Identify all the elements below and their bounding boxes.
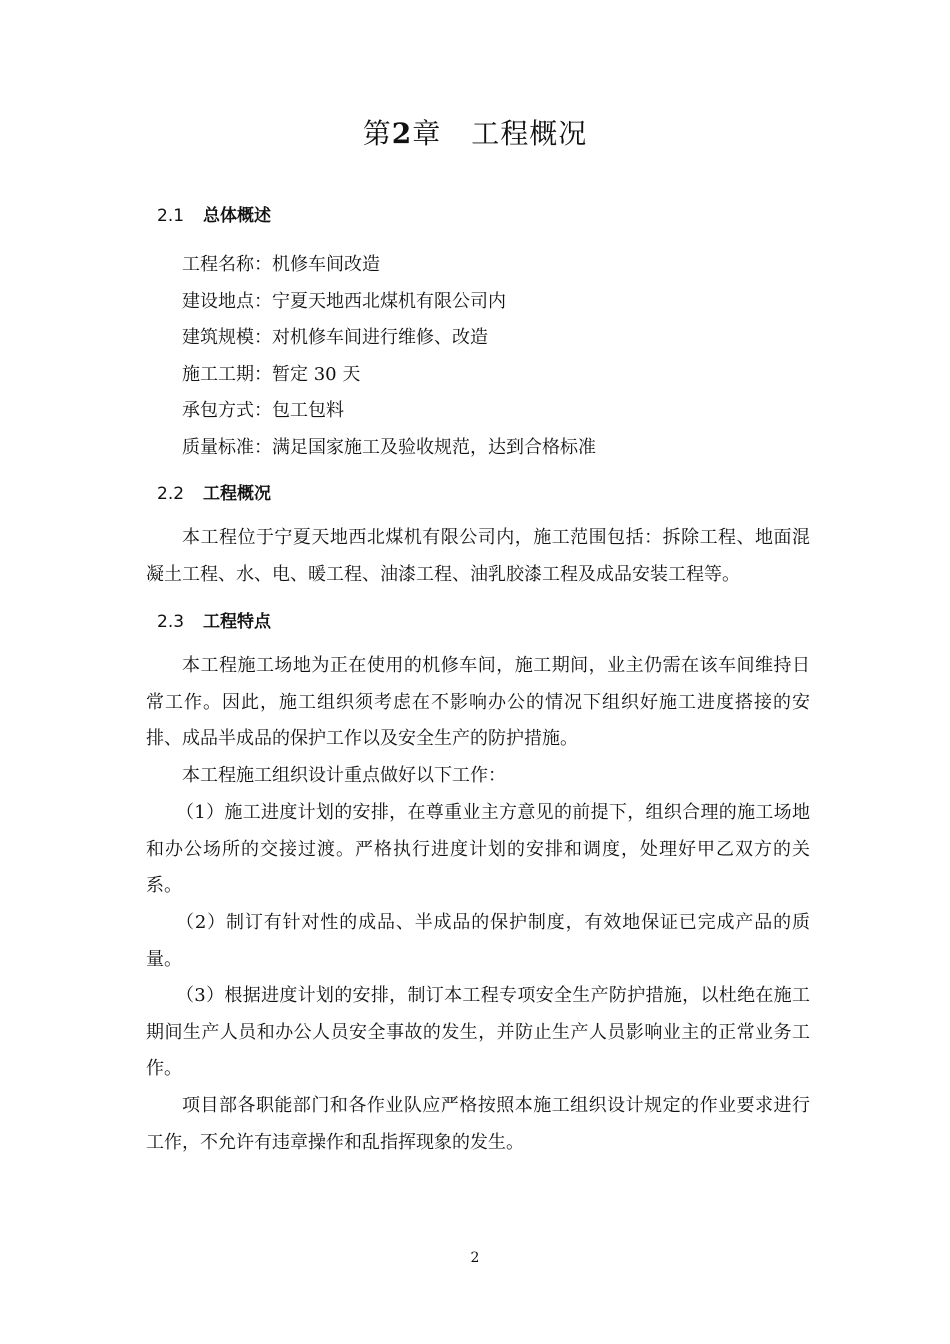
chapter-prefix: 第 xyxy=(362,117,392,150)
section-heading-2-2: 2.2 工程概况 xyxy=(157,484,271,504)
work-item-1: （1）施工进度计划的安排，在尊重业主方意见的前提下，组织合理的施工场地和办公场所的交接过渡。严格执行进度计划的安排和调度，处理好甲乙双方的关系。 xyxy=(146,802,810,896)
section-2-2-paragraph: 本工程位于宁夏天地西北煤机有限公司内，施工范围包括：拆除工程、地面混凝土工程、水、电、暖工程、油漆工程、油乳胶漆工程及成品安装工程等。 xyxy=(146,527,810,585)
work-item-3: （3）根据进度计划的安排，制订本工程专项安全生产防护措施，以杜绝在施工期间生产人员和办公人员安全事故的发生，并防止生产人员影响业主的正常业务工作。 xyxy=(146,985,810,1079)
section-2-3-paragraph-3: 项目部各职能部门和各作业队应严格按照本施工组织设计规定的作业要求进行工作，不允许有违章操作和乱指挥现象的发生。 xyxy=(146,1095,810,1153)
work-item-2: （2）制订有针对性的成品、半成品的保护制度，有效地保证已完成产品的质量。 xyxy=(146,912,810,970)
overview-quality: 质量标准：满足国家施工及验收规范，达到合格标准 xyxy=(182,437,596,458)
section-2-3-paragraph-1: 本工程施工场地为正在使用的机修车间，施工期间，业主仍需在该车间维持日常工作。因此，施工组织须考虑在不影响办公的情况下组织好施工进度搭接的安排、成品半成品的保护工作以及安全生产的防护措施。 xyxy=(146,655,810,749)
overview-duration: 施工工期：暂定 30 天 xyxy=(182,364,361,385)
overview-location: 建设地点：宁夏天地西北煤机有限公司内 xyxy=(182,291,506,312)
chapter-title xyxy=(0,112,950,152)
chapter-suffix: 章 xyxy=(412,117,442,150)
chapter-name: 工程概况 xyxy=(471,117,588,150)
section-2-3-paragraph-2: 本工程施工组织设计重点做好以下工作： xyxy=(182,765,506,786)
overview-contract-type: 承包方式：包工包料 xyxy=(182,400,344,421)
overview-project-name: 工程名称：机修车间改造 xyxy=(182,254,380,275)
page-number: 2 xyxy=(470,1250,480,1266)
chapter-number: 2 xyxy=(391,117,413,150)
section-heading-2-1: 2.1 总体概述 xyxy=(157,206,271,226)
section-heading-2-3: 2.3 工程特点 xyxy=(157,612,271,632)
overview-scale: 建筑规模：对机修车间进行维修、改造 xyxy=(182,327,488,348)
